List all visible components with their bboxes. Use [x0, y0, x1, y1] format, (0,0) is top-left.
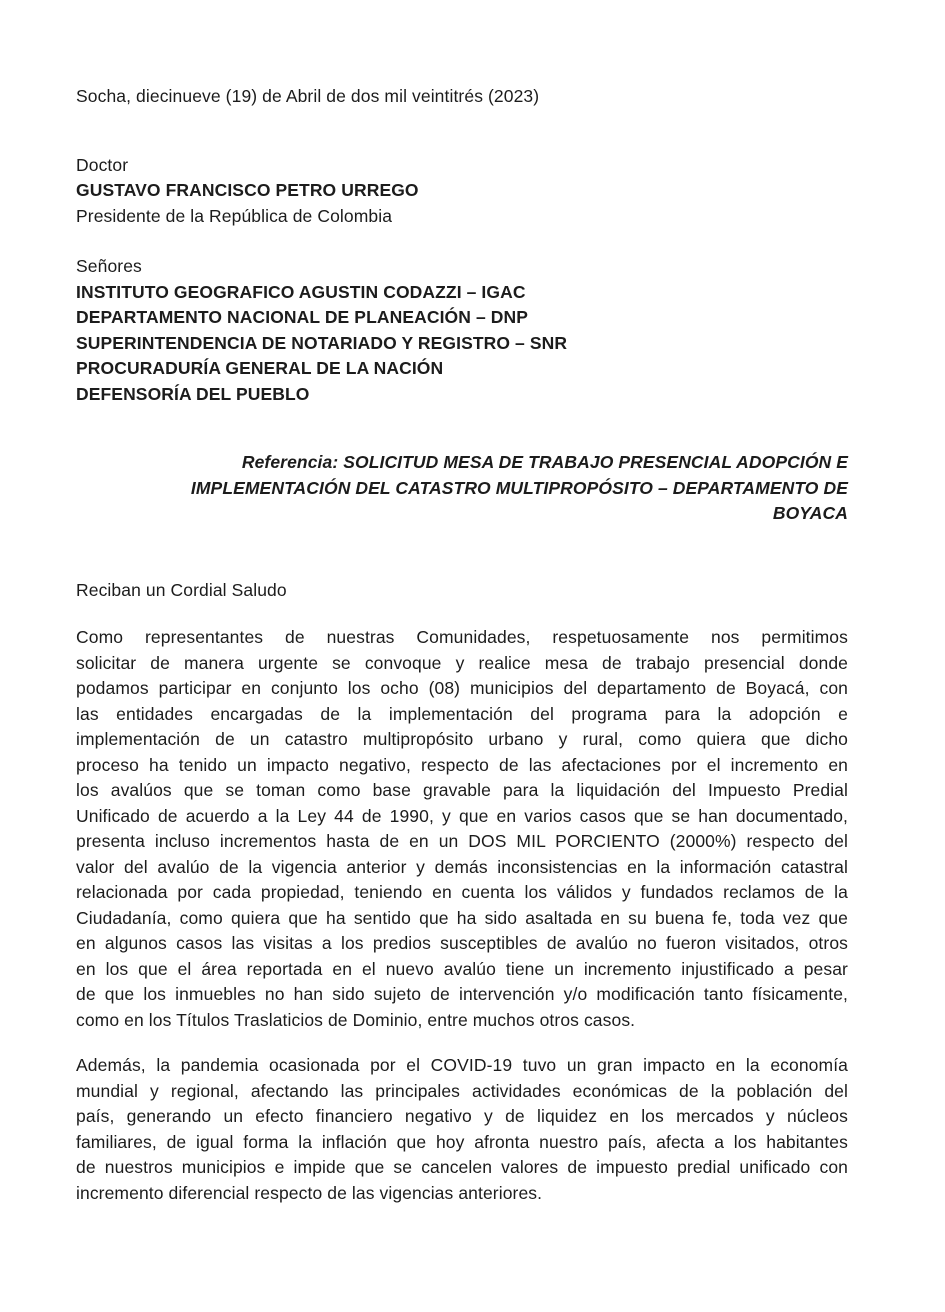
paragraph-line: mundial y regional, afectando las principales actividades económicas de la población del	[76, 1080, 848, 1101]
paragraph-line: presenta incluso incrementos hasta de en un DOS MIL PORCIENTO (2000%) respecto del	[76, 831, 848, 851]
paragraph-line: país, generando un efecto financiero negativo y de liquidez en los mercados y núcleos	[76, 1106, 848, 1126]
paragraph-line: Unificado de acuerdo a la Ley 44 de 1990, y que en varios casos que se han documentado,	[76, 805, 848, 826]
paragraph-line: Además, la pandemia ocasionada por el COVID-19 tuvo un gran impacto en la economía	[76, 1055, 848, 1075]
greeting-line: Reciban un Cordial Saludo	[76, 579, 287, 600]
reference-line: Referencia: SOLICITUD MESA DE TRABAJO PRESENCIAL ADOPCIÓN E	[241, 452, 848, 472]
paragraph-line: implementación de un catastro multipropósito urbano y rural, como quiera que dicho	[76, 729, 848, 749]
date-line: Socha, diecinueve (19) de Abril de dos mil veintitrés (2023)	[76, 86, 540, 106]
paragraph-line: en algunos casos las visitas a los predios susceptibles de avalúo no fueron visitados, otros	[76, 933, 848, 953]
paragraph-line: de nuestros municipios e impide que se cancelen valores de impuesto predial unificado con	[76, 1157, 848, 1177]
paragraph-line: Ciudadanía, como quiera que ha sentido que ha sido asaltada en su buena fe, toda vez que	[76, 907, 848, 928]
paragraph-line: valor del avalúo de la vigencia anterior y demás inconsistencias en la información catastral	[76, 856, 848, 877]
primary-recipient-title: Presidente de la República de Colombia	[76, 205, 393, 226]
paragraph-line: los avalúos que se toman como base gravable para la liquidación del Impuesto Predial	[76, 780, 848, 800]
entity-recipient: PROCURADURÍA GENERAL DE LA NACIÓN	[76, 358, 444, 378]
reference-line: IMPLEMENTACIÓN DEL CATASTRO MULTIPROPÓSITO – DEPARTAMENTO DE	[190, 477, 848, 498]
entity-recipient: INSTITUTO GEOGRAFICO AGUSTIN CODAZZI – IGAC	[76, 281, 526, 302]
paragraph-line: las entidades encargadas de la implementación del programa para la adopción e	[76, 703, 848, 724]
entity-recipients-salutation: Señores	[76, 256, 142, 276]
primary-recipient	[76, 153, 848, 230]
entity-recipient: SUPERINTENDENCIA DE NOTARIADO Y REGISTRO – SNR	[76, 332, 568, 353]
paragraph-line: Como representantes de nuestras Comunidades, respetuosamente nos permitimos	[76, 627, 848, 647]
paragraph-line: familiares, de igual forma la inflación que hoy afronta nuestro país, afecta a los habitantes	[76, 1131, 848, 1152]
reference-block	[76, 450, 848, 527]
paragraph-line: en los que el área reportada en el nuevo avalúo tiene un incremento injustificado a pesar	[76, 958, 848, 979]
primary-recipient-salutation: Doctor	[76, 154, 129, 175]
paragraph-line: solicitar de manera urgente se convoque y realice mesa de trabajo presencial donde	[76, 652, 848, 673]
entity-recipient: DEFENSORÍA DEL PUEBLO	[76, 383, 310, 404]
paragraph-line: proceso ha tenido un impacto negativo, respecto de las afectaciones por el incremento en	[76, 754, 848, 775]
primary-recipient-name: GUSTAVO FRANCISCO PETRO URREGO	[76, 180, 419, 200]
paragraph-line: relacionada por cada propiedad, teniendo en cuenta los válidos y fundados reclamos de la	[76, 882, 848, 902]
paragraph-line: de que los inmuebles no han sido sujeto de intervención y/o modificación tanto físicamente,	[76, 984, 848, 1004]
paragraph-line: incremento diferencial respecto de las vigencias anteriores.	[76, 1182, 543, 1203]
body-paragraph-1	[76, 625, 848, 1033]
paragraph-line: podamos participar en conjunto los ocho (08) municipios del departamento de Boyacá, con	[76, 678, 848, 698]
entity-recipient: DEPARTAMENTO NACIONAL DE PLANEACIÓN – DNP	[76, 307, 528, 327]
paragraph-line: como en los Títulos Traslaticios de Dominio, entre muchos otros casos.	[76, 1009, 636, 1030]
entity-recipients	[76, 254, 848, 407]
letter-content	[76, 84, 848, 1226]
reference-line: BOYACA	[772, 503, 848, 523]
body-paragraph-2	[76, 1053, 848, 1206]
